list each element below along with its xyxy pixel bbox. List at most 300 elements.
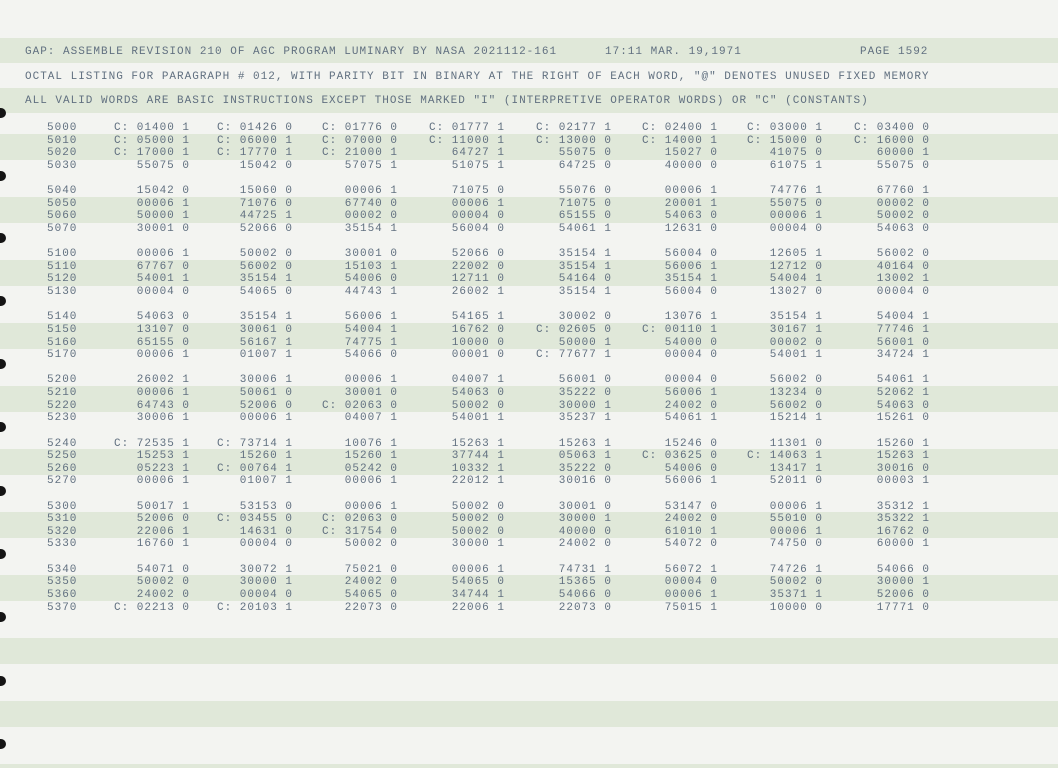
octal-word: 55075 0 <box>876 159 930 172</box>
octal-word: 55076 0 <box>558 185 612 198</box>
octal-word: 52006 0 <box>239 399 293 412</box>
octal-word: 54071 0 <box>136 563 190 576</box>
octal-word: 24002 0 <box>664 513 718 526</box>
octal-word: 50002 0 <box>876 210 930 223</box>
octal-word: 74726 1 <box>769 563 823 576</box>
octal-word: 35154 1 <box>558 260 612 273</box>
octal-word: 54006 0 <box>344 273 398 286</box>
row-address: 5300 <box>47 500 78 513</box>
constant-word: C: 02213 0 <box>113 601 190 614</box>
octal-word: 20001 1 <box>664 197 718 210</box>
octal-word: 35154 1 <box>558 286 612 298</box>
octal-word: 26002 1 <box>136 374 190 387</box>
octal-word: 56006 1 <box>664 475 718 488</box>
octal-word: 54065 0 <box>239 286 293 298</box>
octal-word: 56004 0 <box>664 286 718 298</box>
octal-word: 30001 0 <box>344 387 398 399</box>
octal-word: 00004 0 <box>239 538 293 551</box>
octal-word: 60000 1 <box>876 147 930 160</box>
constant-word: C: 16000 0 <box>853 134 930 147</box>
octal-word: 35154 1 <box>769 311 823 324</box>
octal-word: 00006 1 <box>344 374 398 387</box>
octal-word: 67740 0 <box>344 197 398 210</box>
octal-word: 00006 1 <box>769 210 823 223</box>
row-address: 5250 <box>47 450 78 463</box>
octal-word: 44725 1 <box>239 210 293 223</box>
row-address: 5320 <box>47 525 78 538</box>
constant-word: C: 15000 0 <box>746 134 823 147</box>
row-address: 5200 <box>47 374 78 387</box>
constant-word: C: 03625 0 <box>641 450 718 463</box>
octal-word: 35312 1 <box>876 500 930 513</box>
octal-word: 30001 0 <box>344 248 398 261</box>
row-address: 5240 <box>47 437 78 450</box>
green-bar <box>0 701 1058 727</box>
octal-word: 40000 0 <box>558 525 612 538</box>
octal-word: 00002 0 <box>876 197 930 210</box>
octal-word: 74731 1 <box>558 563 612 576</box>
octal-word: 24002 0 <box>344 576 398 589</box>
octal-word: 00004 0 <box>239 588 293 601</box>
row-address: 5050 <box>47 197 78 210</box>
octal-word: 35322 1 <box>876 513 930 526</box>
octal-word: 54066 0 <box>876 563 930 576</box>
listing-row <box>0 374 1058 386</box>
octal-word: 54006 0 <box>664 462 718 475</box>
octal-word: 10000 0 <box>769 601 823 614</box>
octal-word: 56002 0 <box>876 248 930 261</box>
octal-word: 53147 0 <box>664 500 718 513</box>
page-number: PAGE 1592 <box>860 46 929 58</box>
listing-row <box>0 147 1058 159</box>
constant-word: C: 72535 1 <box>113 437 190 450</box>
listing-row <box>0 513 1058 525</box>
octal-word: 00006 1 <box>769 500 823 513</box>
constant-word: C: 17000 1 <box>113 147 190 160</box>
octal-word: 56072 1 <box>664 563 718 576</box>
listing-row <box>0 261 1058 273</box>
octal-word: 26002 1 <box>451 286 505 298</box>
constant-word: C: 00110 1 <box>641 323 718 336</box>
octal-word: 22073 0 <box>558 601 612 614</box>
listing-row <box>0 273 1058 285</box>
listing-row <box>0 210 1058 222</box>
octal-word: 12712 0 <box>769 260 823 273</box>
octal-word: 65155 0 <box>136 336 190 349</box>
constant-word: C: 02063 0 <box>321 399 398 412</box>
green-bar <box>0 764 1058 768</box>
listing-row <box>0 438 1058 450</box>
octal-word: 55075 0 <box>136 159 190 172</box>
octal-word: 50002 0 <box>239 248 293 261</box>
octal-word: 52062 1 <box>876 387 930 399</box>
octal-word: 15042 0 <box>239 159 293 172</box>
octal-word: 00006 1 <box>239 412 293 425</box>
octal-word: 30001 0 <box>558 500 612 513</box>
constant-word: C: 11000 1 <box>428 134 505 147</box>
constant-word: C: 05000 1 <box>113 134 190 147</box>
octal-word: 24002 0 <box>664 399 718 412</box>
octal-word: 64725 0 <box>558 159 612 172</box>
octal-word: 00004 0 <box>136 286 190 298</box>
octal-word: 54004 1 <box>876 311 930 324</box>
listing-row <box>0 349 1058 361</box>
octal-word: 52066 0 <box>239 222 293 235</box>
constant-word: C: 03000 1 <box>746 122 823 134</box>
listing-row <box>0 564 1058 576</box>
octal-word: 54004 1 <box>344 323 398 336</box>
octal-word: 35371 1 <box>769 588 823 601</box>
row-address: 5340 <box>47 563 78 576</box>
row-address: 5120 <box>47 273 78 286</box>
octal-word: 30016 0 <box>558 475 612 488</box>
tractor-hole-icon <box>0 171 6 181</box>
row-address: 5100 <box>47 248 78 261</box>
octal-word: 30016 0 <box>876 462 930 475</box>
octal-word: 50000 1 <box>136 210 190 223</box>
octal-word: 15260 1 <box>344 450 398 463</box>
listing-row <box>0 501 1058 513</box>
octal-word: 15260 1 <box>239 450 293 463</box>
octal-word: 50002 0 <box>451 500 505 513</box>
octal-word: 52006 0 <box>136 513 190 526</box>
octal-word: 15263 1 <box>876 450 930 463</box>
listing-row <box>0 463 1058 475</box>
row-address: 5220 <box>47 399 78 412</box>
octal-word: 50000 1 <box>558 336 612 349</box>
octal-word: 40000 0 <box>664 159 718 172</box>
octal-word: 00006 1 <box>344 475 398 488</box>
octal-word: 74776 1 <box>769 185 823 198</box>
row-address: 5230 <box>47 412 78 425</box>
constant-word: C: 02400 1 <box>641 122 718 134</box>
octal-word: 15027 0 <box>664 147 718 160</box>
octal-word: 00006 1 <box>451 563 505 576</box>
octal-word: 50002 0 <box>769 576 823 589</box>
octal-word: 13107 0 <box>136 323 190 336</box>
octal-word: 15060 0 <box>239 185 293 198</box>
row-address: 5140 <box>47 311 78 324</box>
row-address: 5000 <box>47 122 78 134</box>
row-address: 5070 <box>47 222 78 235</box>
octal-word: 12631 0 <box>664 222 718 235</box>
octal-word: 54066 0 <box>558 588 612 601</box>
octal-word: 15263 1 <box>558 437 612 450</box>
octal-word: 54072 0 <box>664 538 718 551</box>
octal-word: 54063 0 <box>451 387 505 399</box>
octal-word: 56004 0 <box>664 248 718 261</box>
octal-word: 54165 1 <box>451 311 505 324</box>
row-address: 5310 <box>47 513 78 526</box>
row-address: 5030 <box>47 159 78 172</box>
octal-word: 00006 1 <box>344 185 398 198</box>
octal-word: 30006 1 <box>239 374 293 387</box>
octal-word: 04007 1 <box>344 412 398 425</box>
octal-word: 50061 0 <box>239 387 293 399</box>
octal-word: 54065 0 <box>451 576 505 589</box>
octal-word: 56006 1 <box>344 311 398 324</box>
octal-word: 16760 1 <box>136 538 190 551</box>
listing-row <box>0 526 1058 538</box>
octal-word: 00006 1 <box>136 248 190 261</box>
octal-word: 30072 1 <box>239 563 293 576</box>
octal-word: 15253 1 <box>136 450 190 463</box>
row-address: 5360 <box>47 588 78 601</box>
listing-row <box>0 324 1058 336</box>
octal-word: 54061 1 <box>664 412 718 425</box>
octal-word: 35154 1 <box>344 222 398 235</box>
octal-word: 71075 0 <box>558 197 612 210</box>
constant-word: C: 01776 0 <box>321 122 398 134</box>
constant-word: C: 02063 0 <box>321 513 398 526</box>
octal-word: 50017 1 <box>136 500 190 513</box>
octal-word: 16762 0 <box>876 525 930 538</box>
octal-word: 77746 1 <box>876 323 930 336</box>
octal-word: 22006 1 <box>451 601 505 614</box>
octal-word: 54004 1 <box>769 273 823 286</box>
octal-word: 00004 0 <box>876 286 930 298</box>
octal-word: 30061 0 <box>239 323 293 336</box>
listing-row <box>0 135 1058 147</box>
row-address: 5170 <box>47 349 78 362</box>
octal-word: 56001 0 <box>876 336 930 349</box>
octal-word: 12711 0 <box>451 273 505 286</box>
octal-word: 52006 0 <box>876 588 930 601</box>
octal-word: 24002 0 <box>136 588 190 601</box>
octal-word: 30000 1 <box>239 576 293 589</box>
octal-word: 34724 1 <box>876 349 930 362</box>
octal-word: 10332 1 <box>451 462 505 475</box>
octal-word: 30167 1 <box>769 323 823 336</box>
octal-word: 50002 0 <box>344 538 398 551</box>
octal-word: 56006 1 <box>664 260 718 273</box>
listing-row <box>0 602 1058 614</box>
octal-word: 22006 1 <box>136 525 190 538</box>
row-address: 5350 <box>47 576 78 589</box>
octal-word: 67760 1 <box>876 185 930 198</box>
octal-word: 56167 1 <box>239 336 293 349</box>
octal-word: 30001 0 <box>136 222 190 235</box>
octal-word: 52011 0 <box>769 475 823 488</box>
octal-word: 37744 1 <box>451 450 505 463</box>
listing-row <box>0 337 1058 349</box>
octal-word: 54000 0 <box>664 336 718 349</box>
octal-word: 13002 1 <box>876 273 930 286</box>
octal-word: 56004 0 <box>451 222 505 235</box>
octal-word: 51075 1 <box>451 159 505 172</box>
constant-word: C: 20103 1 <box>216 601 293 614</box>
octal-word: 15260 1 <box>876 437 930 450</box>
octal-word: 52066 0 <box>451 248 505 261</box>
listing-row <box>0 475 1058 487</box>
octal-word: 14631 0 <box>239 525 293 538</box>
octal-word: 00006 1 <box>136 475 190 488</box>
octal-word: 04007 1 <box>451 374 505 387</box>
constant-word: C: 14000 1 <box>641 134 718 147</box>
octal-word: 54061 1 <box>558 222 612 235</box>
tractor-hole-icon <box>0 612 6 622</box>
octal-word: 54001 1 <box>769 349 823 362</box>
listing-row <box>0 160 1058 172</box>
constant-word: C: 06000 1 <box>216 134 293 147</box>
listing-row <box>0 412 1058 424</box>
octal-word: 15263 1 <box>451 437 505 450</box>
octal-word: 00006 1 <box>664 588 718 601</box>
listing-row <box>0 387 1058 399</box>
listing-title: GAP: ASSEMBLE REVISION 210 OF AGC PROGRAM LUMINARY BY NASA 2021112-161 <box>25 46 558 58</box>
octal-word: 00006 1 <box>136 349 190 362</box>
octal-word: 15365 0 <box>558 576 612 589</box>
octal-word: 53153 0 <box>239 500 293 513</box>
listing-row <box>0 122 1058 134</box>
octal-word: 00004 0 <box>451 210 505 223</box>
listing-row <box>0 223 1058 235</box>
octal-word: 13417 1 <box>769 462 823 475</box>
octal-word: 00004 0 <box>769 222 823 235</box>
octal-word: 55010 0 <box>769 513 823 526</box>
row-address: 5370 <box>47 601 78 614</box>
green-bar <box>0 638 1058 664</box>
octal-word: 13234 0 <box>769 387 823 399</box>
octal-word: 16762 0 <box>451 323 505 336</box>
octal-word: 67767 0 <box>136 260 190 273</box>
tractor-hole-icon <box>0 739 6 749</box>
octal-word: 56006 1 <box>664 387 718 399</box>
octal-word: 54063 0 <box>876 399 930 412</box>
constant-word: C: 73714 1 <box>216 437 293 450</box>
octal-word: 00006 1 <box>136 197 190 210</box>
octal-word: 15103 1 <box>344 260 398 273</box>
octal-word: 12605 1 <box>769 248 823 261</box>
row-address: 5270 <box>47 475 78 488</box>
octal-word: 71076 0 <box>239 197 293 210</box>
listing-row <box>0 400 1058 412</box>
octal-word: 00006 1 <box>769 525 823 538</box>
octal-word: 56002 0 <box>769 374 823 387</box>
octal-word: 30002 0 <box>558 311 612 324</box>
constant-word: C: 31754 0 <box>321 525 398 538</box>
octal-word: 50002 0 <box>451 513 505 526</box>
octal-word: 00006 1 <box>664 185 718 198</box>
listing-row <box>0 538 1058 550</box>
octal-word: 74750 0 <box>769 538 823 551</box>
row-address: 5210 <box>47 387 78 399</box>
octal-word: 10000 0 <box>451 336 505 349</box>
row-address: 5110 <box>47 260 78 273</box>
row-address: 5040 <box>47 185 78 198</box>
octal-word: 61075 1 <box>769 159 823 172</box>
octal-word: 44743 1 <box>344 286 398 298</box>
octal-word: 56002 0 <box>239 260 293 273</box>
octal-word: 64743 0 <box>136 399 190 412</box>
constant-word: C: 13000 0 <box>535 134 612 147</box>
listing-row <box>0 576 1058 588</box>
listing-row <box>0 198 1058 210</box>
constant-word: C: 14063 1 <box>746 450 823 463</box>
octal-word: 10076 1 <box>344 437 398 450</box>
octal-word: 34744 1 <box>451 588 505 601</box>
octal-word: 22002 0 <box>451 260 505 273</box>
octal-word: 54164 0 <box>558 273 612 286</box>
octal-word: 50002 0 <box>451 399 505 412</box>
tractor-hole-icon <box>0 108 6 118</box>
octal-word: 24002 0 <box>558 538 612 551</box>
listing-row <box>0 450 1058 462</box>
octal-word: 01007 1 <box>239 475 293 488</box>
octal-word: 54001 1 <box>451 412 505 425</box>
octal-word: 50002 0 <box>451 525 505 538</box>
row-address: 5060 <box>47 210 78 223</box>
octal-word: 60000 1 <box>876 538 930 551</box>
octal-word: 35154 1 <box>664 273 718 286</box>
octal-word: 13027 0 <box>769 286 823 298</box>
octal-word: 30000 1 <box>558 399 612 412</box>
octal-word: 15042 0 <box>136 185 190 198</box>
listing-row <box>0 248 1058 260</box>
constant-word: C: 02605 0 <box>535 323 612 336</box>
constant-word: C: 02177 1 <box>535 122 612 134</box>
tractor-hole-icon <box>0 676 6 686</box>
tractor-hole-icon <box>0 486 6 496</box>
octal-word: 11301 0 <box>769 437 823 450</box>
constant-word: C: 01400 1 <box>113 122 190 134</box>
constant-word: C: 07000 0 <box>321 134 398 147</box>
row-address: 5020 <box>47 147 78 160</box>
octal-word: 30006 1 <box>136 412 190 425</box>
octal-word: 00006 1 <box>136 387 190 399</box>
octal-word: 35154 1 <box>558 248 612 261</box>
octal-word: 01007 1 <box>239 349 293 362</box>
listing-legend: ALL VALID WORDS ARE BASIC INSTRUCTIONS EXCEPT THOSE MARKED "I" (INTERPRETIVE OPERATOR WORDS) OR "C" (CONSTANTS) <box>25 95 869 107</box>
constant-word: C: 17770 1 <box>216 147 293 160</box>
octal-word: 30000 1 <box>451 538 505 551</box>
octal-word: 74775 1 <box>344 336 398 349</box>
octal-word: 35154 1 <box>239 273 293 286</box>
octal-word: 17771 0 <box>876 601 930 614</box>
octal-word: 41075 0 <box>769 147 823 160</box>
octal-word: 15261 0 <box>876 412 930 425</box>
octal-word: 00006 1 <box>344 500 398 513</box>
octal-word: 65155 0 <box>558 210 612 223</box>
constant-word: C: 21000 1 <box>321 147 398 160</box>
row-address: 5260 <box>47 462 78 475</box>
listing-row <box>0 589 1058 601</box>
listing-row <box>0 311 1058 323</box>
row-address: 5010 <box>47 134 78 147</box>
octal-word: 15214 1 <box>769 412 823 425</box>
octal-word: 56002 0 <box>769 399 823 412</box>
row-address: 5130 <box>47 286 78 298</box>
octal-word: 35222 0 <box>558 462 612 475</box>
constant-word: C: 01426 0 <box>216 122 293 134</box>
octal-word: 40164 0 <box>876 260 930 273</box>
octal-word: 30000 1 <box>558 513 612 526</box>
constant-word: C: 00764 1 <box>216 462 293 475</box>
octal-word: 54063 0 <box>136 311 190 324</box>
tractor-hole-icon <box>0 549 6 559</box>
octal-word: 57075 1 <box>344 159 398 172</box>
octal-word: 13076 1 <box>664 311 718 324</box>
row-address: 5330 <box>47 538 78 551</box>
octal-word: 75021 0 <box>344 563 398 576</box>
octal-word: 00001 0 <box>451 349 505 362</box>
octal-word: 54001 1 <box>136 273 190 286</box>
octal-word: 55075 0 <box>558 147 612 160</box>
octal-word: 35154 1 <box>239 311 293 324</box>
listing-row <box>0 185 1058 197</box>
octal-word: 00002 0 <box>769 336 823 349</box>
listing-timestamp: 17:11 MAR. 19,1971 <box>605 46 742 58</box>
